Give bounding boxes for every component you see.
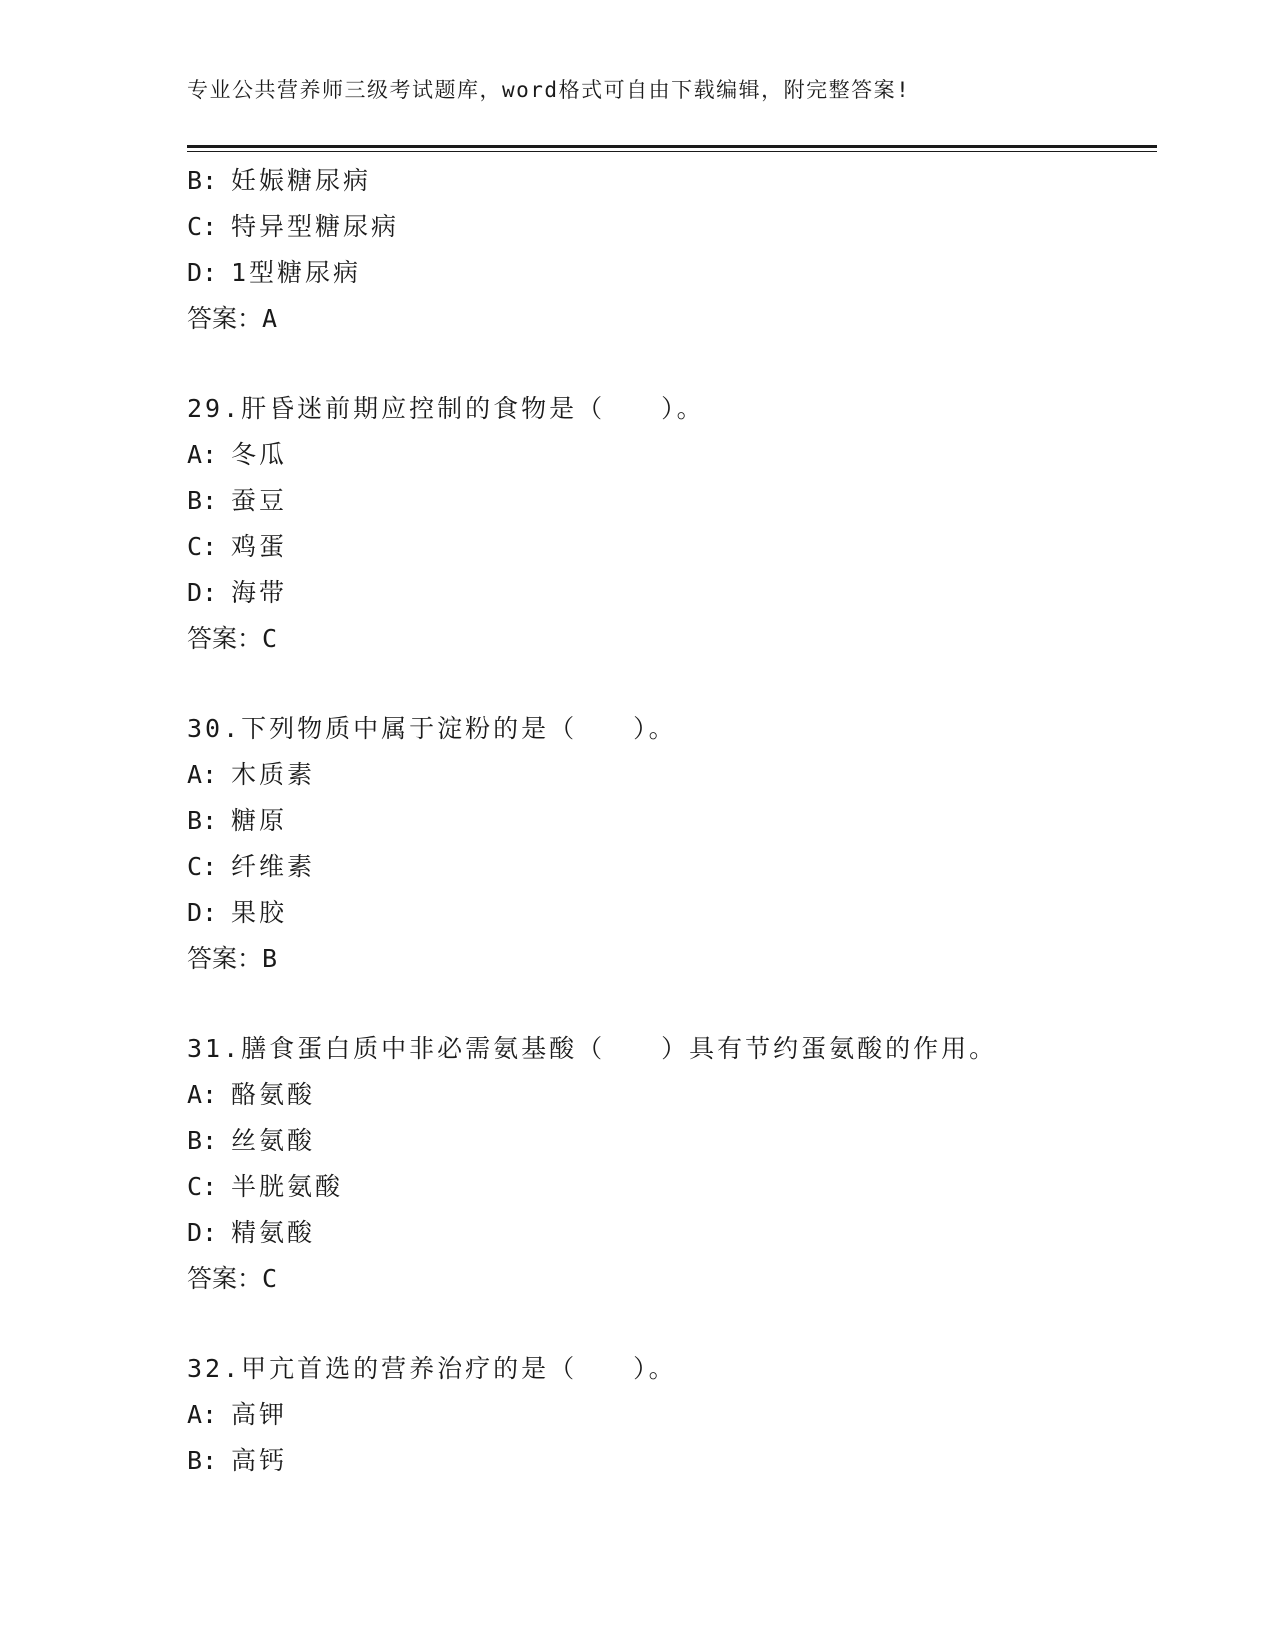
spacer	[187, 982, 1167, 1026]
option-c	[187, 524, 1167, 570]
option-label: C:	[187, 212, 218, 241]
option-text: 蚕豆	[231, 486, 288, 515]
spacer	[187, 342, 1167, 386]
option-label: C:	[187, 1172, 218, 1201]
option-label: B:	[187, 806, 218, 835]
option-text: 鸡蛋	[231, 532, 288, 561]
header-rule-thick	[187, 145, 1157, 148]
spacer	[187, 662, 1167, 706]
option-a	[187, 432, 1167, 478]
page-header: 专业公共营养师三级考试题库，word格式可自由下载编辑，附完整答案!	[187, 78, 911, 102]
option-d	[187, 570, 1167, 616]
question-stem: 29.肝昏迷前期应控制的食物是（ ）。	[187, 394, 705, 423]
option-label: A:	[187, 1080, 218, 1109]
question-stem: 30.下列物质中属于淀粉的是（ ）。	[187, 714, 677, 743]
option-label: B:	[187, 166, 218, 195]
option-d	[187, 1210, 1167, 1256]
option-label: B:	[187, 486, 218, 515]
answer-line	[187, 1256, 1167, 1302]
option-a	[187, 752, 1167, 798]
option-text: 酪氨酸	[231, 1080, 316, 1109]
option-b	[187, 478, 1167, 524]
option-label: D:	[187, 258, 218, 287]
option-text: 纤维素	[231, 852, 316, 881]
option-a	[187, 1392, 1167, 1438]
option-text: 木质素	[231, 760, 316, 789]
question-stem: 32.甲亢首选的营养治疗的是（ ）。	[187, 1354, 677, 1383]
option-text: 糖原	[231, 806, 288, 835]
option-d	[187, 250, 1167, 296]
option-c	[187, 1164, 1167, 1210]
option-d	[187, 890, 1167, 936]
option-label: A:	[187, 1400, 218, 1429]
option-b	[187, 1438, 1167, 1484]
answer-label: 答案：	[187, 304, 263, 333]
answer-value: A	[262, 304, 278, 333]
answer-value: C	[262, 624, 278, 653]
answer-line	[187, 616, 1167, 662]
option-label: B:	[187, 1446, 218, 1475]
option-text: 高钙	[231, 1446, 288, 1475]
answer-label: 答案：	[187, 944, 263, 973]
question-content	[187, 158, 1167, 1484]
option-text: 半胱氨酸	[231, 1172, 344, 1201]
answer-value: B	[262, 944, 278, 973]
header-rule-thin	[187, 151, 1157, 152]
answer-value: C	[262, 1264, 278, 1293]
option-text: 丝氨酸	[231, 1126, 316, 1155]
option-text: 精氨酸	[231, 1218, 316, 1247]
option-text: 高钾	[231, 1400, 288, 1429]
answer-line	[187, 936, 1167, 982]
question-stem: 31.膳食蛋白质中非必需氨基酸（ ）具有节约蛋氨酸的作用。	[187, 1034, 998, 1063]
option-text: 果胶	[231, 898, 288, 927]
answer-label: 答案：	[187, 624, 263, 653]
option-label: A:	[187, 440, 218, 469]
option-label: C:	[187, 532, 218, 561]
option-label: C:	[187, 852, 218, 881]
option-label: A:	[187, 760, 218, 789]
option-b	[187, 1118, 1167, 1164]
option-label: B:	[187, 1126, 218, 1155]
option-c	[187, 204, 1167, 250]
option-text: 海带	[231, 578, 288, 607]
option-text: 特异型糖尿病	[231, 212, 400, 241]
option-label: D:	[187, 1218, 218, 1247]
option-text: 妊娠糖尿病	[231, 166, 372, 195]
answer-label: 答案：	[187, 1264, 263, 1293]
spacer	[187, 1302, 1167, 1346]
option-label: D:	[187, 898, 218, 927]
option-b	[187, 158, 1167, 204]
option-a	[187, 1072, 1167, 1118]
answer-line	[187, 296, 1167, 342]
option-text: 冬瓜	[231, 440, 288, 469]
option-text: 1型糖尿病	[231, 258, 362, 287]
option-c	[187, 844, 1167, 890]
option-label: D:	[187, 578, 218, 607]
option-b	[187, 798, 1167, 844]
